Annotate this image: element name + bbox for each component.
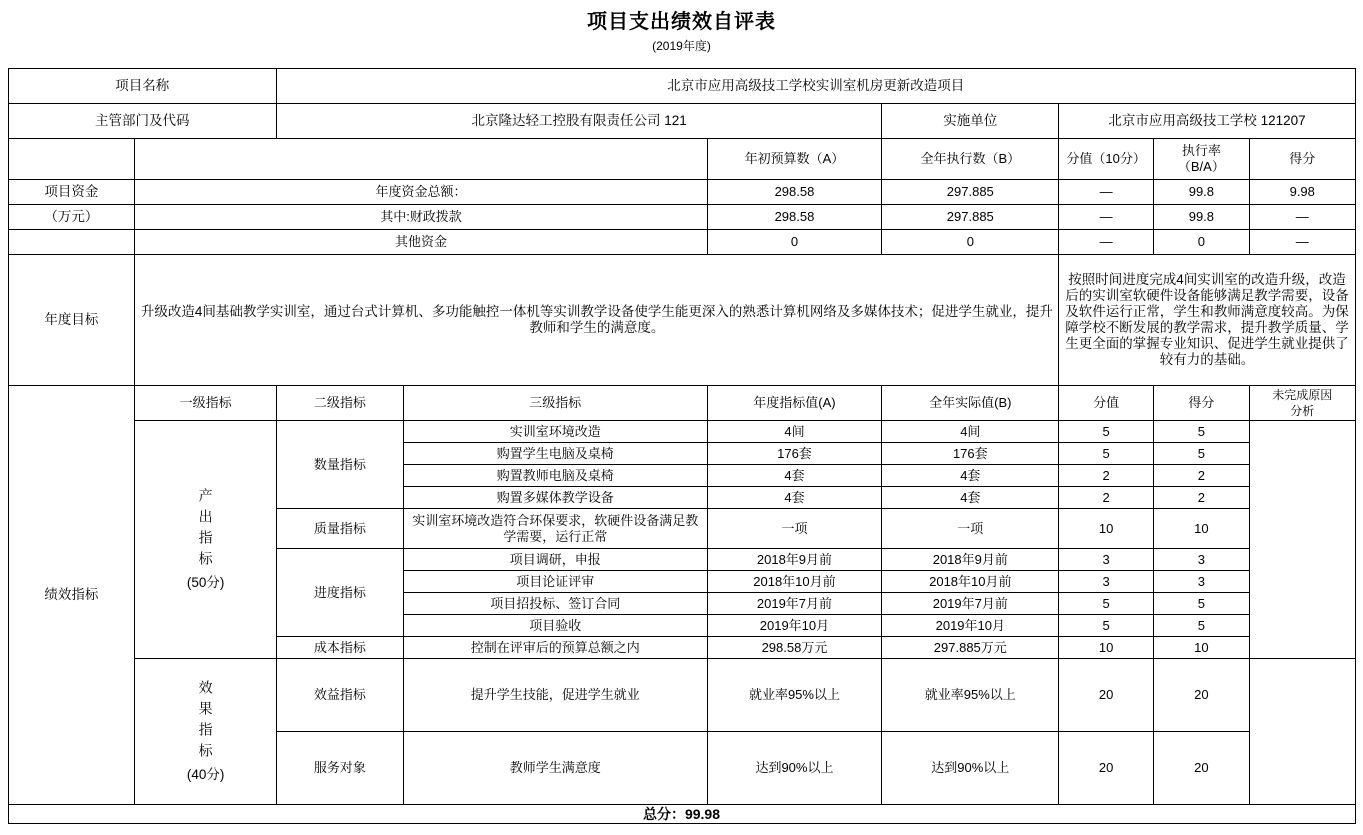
points-output-progress-3: 5 [1059,615,1153,637]
target-output-qty-2: 4套 [707,465,881,487]
fund-points-2: — [1059,230,1153,255]
fund-header-blank-2 [135,139,708,180]
group-label-output [135,421,277,659]
page-subtitle: (2019年度) [652,39,711,53]
col-header-perf-score: 得分 [1153,386,1249,421]
actual-output-progress-3: 2019年10月 [882,615,1059,637]
implementing-unit-value: 北京市应用高级技工学校 121207 [1059,104,1355,139]
fund-points-1: — [1059,205,1153,230]
col-header-level2: 二级指标 [277,386,404,421]
fund-budget-0: 298.58 [707,180,881,205]
score-output-progress-0: 3 [1153,549,1249,571]
target-output-quality-0: 一项 [707,509,881,549]
implementing-unit-label: 实施单位 [882,104,1059,139]
points-output-quality-0: 10 [1059,509,1153,549]
exec-rate-line1: 执行率 [1181,143,1221,158]
project-fund-label-line2: （万元） [8,205,135,230]
points-effect-service-0: 20 [1059,732,1153,805]
actual-output-progress-2: 2019年7月前 [882,593,1059,615]
fund-header-blank-1 [8,139,135,180]
col-header-budget: 年初预算数（A） [707,139,881,180]
subgroup-cost-label: 成本指标 [277,637,404,659]
target-effect-service-0: 达到90%以上 [707,732,881,805]
fund-rate-1: 99.8 [1153,205,1249,230]
actual-output-qty-0: 4间 [882,421,1059,443]
l3-output-cost-0: 控制在评审后的预算总额之内 [403,637,707,659]
subgroup-quality-label: 质量指标 [277,509,404,549]
subgroup-quantity-label: 数量指标 [277,421,404,509]
fund-points-0: — [1059,180,1153,205]
actual-effect-service-0: 达到90%以上 [882,732,1059,805]
target-output-progress-3: 2019年10月 [707,615,881,637]
target-output-qty-0: 4间 [707,421,881,443]
perf-side-label: 绩效指标 [8,386,135,805]
reason-line2: 分析 [1290,404,1315,418]
l3-effect-service-0: 教师学生满意度 [403,732,707,805]
table-row-fund-header [8,139,1355,180]
l3-output-progress-0: 项目调研，申报 [403,549,707,571]
target-output-cost-0: 298.58万元 [707,637,881,659]
actual-output-quality-0: 一项 [882,509,1059,549]
l3-output-quality-0: 实训室环境改造符合环保要求，软硬件设备满足教学需要，运行正常 [403,509,707,549]
table-row-project-name [8,69,1355,104]
project-name-value: 北京市应用高级技工学校实训室机房更新改造项目 [277,69,1355,104]
target-output-progress-2: 2019年7月前 [707,593,881,615]
project-fund-label-line1: 项目资金 [8,180,135,205]
score-output-progress-2: 5 [1153,593,1249,615]
score-output-qty-1: 5 [1153,443,1249,465]
group-label-effect [135,659,277,805]
score-output-quality-0: 10 [1153,509,1249,549]
score-output-progress-1: 3 [1153,571,1249,593]
evaluation-table [8,68,1356,824]
points-output-cost-0: 10 [1059,637,1153,659]
target-output-progress-0: 2018年9月前 [707,549,881,571]
fund-item-2: 其他资金 [135,230,708,255]
group-effect-name: 效果指标 [197,680,214,764]
table-row-output-qty-1 [8,421,1355,443]
table-row-total-score [8,805,1355,824]
group-label-output-inner [138,488,273,591]
subgroup-service-label: 服务对象 [277,732,404,805]
l3-output-qty-2: 购置教师电脑及桌椅 [403,465,707,487]
fund-item-0: 年度资金总额： [135,180,708,205]
col-header-actual: 全年执行数（B） [882,139,1059,180]
col-header-actual-value: 全年实际值(B) [882,386,1059,421]
fund-actual-2: 0 [882,230,1059,255]
col-header-level1: 一级指标 [135,386,277,421]
reason-effect [1250,659,1355,805]
fund-score-1: — [1250,205,1355,230]
fund-label-blank [8,230,135,255]
l3-output-progress-3: 项目验收 [403,615,707,637]
department-label: 主管部门及代码 [8,104,277,139]
actual-output-progress-1: 2018年10月前 [882,571,1059,593]
score-output-qty-3: 2 [1153,487,1249,509]
col-header-level3: 三级指标 [403,386,707,421]
table-row-department [8,104,1355,139]
score-output-qty-2: 2 [1153,465,1249,487]
fund-score-2: — [1250,230,1355,255]
actual-output-progress-0: 2018年9月前 [882,549,1059,571]
points-output-progress-2: 5 [1059,593,1153,615]
col-header-score: 得分 [1250,139,1355,180]
score-effect-benefit-0: 20 [1153,659,1249,732]
col-header-reason [1250,386,1355,421]
table-row-fund-total [8,180,1355,205]
points-output-progress-1: 3 [1059,571,1153,593]
score-effect-service-0: 20 [1153,732,1249,805]
fund-rate-2: 0 [1153,230,1249,255]
fund-actual-1: 297.885 [882,205,1059,230]
table-row-annual-goal [8,255,1355,386]
group-effect-points: (40分) [186,767,225,782]
points-effect-benefit-0: 20 [1059,659,1153,732]
l3-output-qty-3: 购置多媒体教学设备 [403,487,707,509]
target-effect-benefit-0: 就业率95%以上 [707,659,881,732]
col-header-points: 分值（10分） [1059,139,1153,180]
fund-actual-0: 297.885 [882,180,1059,205]
annual-goal-result-text: 按照时间进度完成4间实训室的改造升级，改造后的实训室软硬件设备能够满足教学需要，设备及软件运行正常，学生和教师满意度较高。为保障学校不断发展的教学需求，提升教学质量、学生更全面的掌握专业知识、促进学生就业提供了较有力的基础。 [1059,255,1355,386]
actual-output-cost-0: 297.885万元 [882,637,1059,659]
points-output-qty-2: 2 [1059,465,1153,487]
fund-item-1: 其中:财政拨款 [135,205,708,230]
exec-rate-line2: （B/A） [1177,159,1225,174]
total-score-text: 总分：99.98 [8,805,1355,824]
l3-output-progress-1: 项目论证评审 [403,571,707,593]
table-row-fund-other [8,230,1355,255]
page-title: 项目支出绩效自评表 [587,11,776,33]
table-row-perf-header [8,386,1355,421]
score-output-qty-0: 5 [1153,421,1249,443]
l3-output-progress-2: 项目招投标、签订合同 [403,593,707,615]
annual-goal-target-text: 升级改造4间基础教学实训室，通过台式计算机、多功能触控一体机等实训教学设备使学生能更深入的熟悉计算机网络及多媒体技术；促进学生就业，提升教师和学生的满意度。 [135,255,1059,386]
points-output-qty-3: 2 [1059,487,1153,509]
score-output-progress-3: 5 [1153,615,1249,637]
score-output-cost-0: 10 [1153,637,1249,659]
target-output-progress-1: 2018年10月前 [707,571,881,593]
subgroup-progress-label: 进度指标 [277,549,404,637]
reason-line1: 未完成原因 [1272,388,1333,402]
actual-effect-benefit-0: 就业率95%以上 [882,659,1059,732]
col-header-target-value: 年度指标值(A) [707,386,881,421]
l3-effect-benefit-0: 提升学生技能，促进学生就业 [403,659,707,732]
fund-budget-1: 298.58 [707,205,881,230]
points-output-qty-1: 5 [1059,443,1153,465]
points-output-progress-0: 3 [1059,549,1153,571]
fund-budget-2: 0 [707,230,881,255]
col-header-perf-points: 分值 [1059,386,1153,421]
table-row-effect-benefit [8,659,1355,732]
actual-output-qty-3: 4套 [882,487,1059,509]
l3-output-qty-0: 实训室环境改造 [403,421,707,443]
group-label-effect-inner [138,680,273,783]
subgroup-benefit-label: 效益指标 [277,659,404,732]
department-value: 北京隆达轻工控股有限责任公司 121 [277,104,882,139]
reason-output [1250,421,1355,659]
fund-score-0: 9.98 [1250,180,1355,205]
target-output-qty-3: 4套 [707,487,881,509]
target-output-qty-1: 176套 [707,443,881,465]
actual-output-qty-1: 176套 [882,443,1059,465]
group-output-points: (50分) [186,575,225,590]
l3-output-qty-1: 购置学生电脑及桌椅 [403,443,707,465]
col-header-exec-rate [1153,139,1249,180]
points-output-qty-0: 5 [1059,421,1153,443]
annual-goal-label: 年度目标 [8,255,135,386]
actual-output-qty-2: 4套 [882,465,1059,487]
group-output-name: 产出指标 [197,488,214,572]
fund-rate-0: 99.8 [1153,180,1249,205]
table-row-fund-appropriation [8,205,1355,230]
title-block [0,0,1363,55]
project-name-label: 项目名称 [8,69,277,104]
